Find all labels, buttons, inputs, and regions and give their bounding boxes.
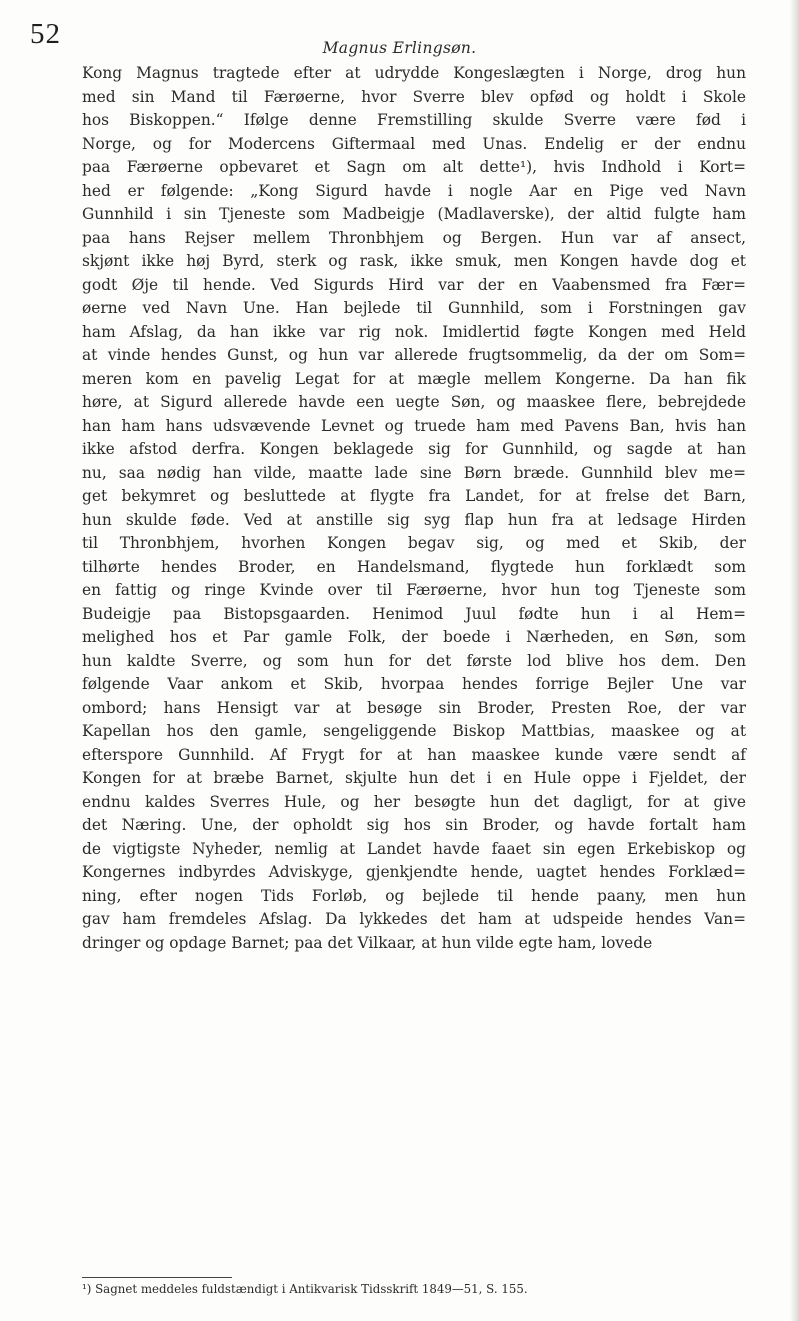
text-line: Kongernes indbyrdes Adviskyge, gjenkjendte hende, uagtet hendes Forklæd= (82, 863, 746, 881)
text-line: meren kom en pavelig Legat for at mægle mellem Kongerne. Da han fik (82, 369, 746, 388)
text-line: paa Færøerne opbevaret et Sagn om alt dette¹), hvis Indhold i Kort= (82, 158, 746, 176)
text-line: skjønt ikke høj Byrd, sterk og rask, ikke smuk, men Kongen havde dog et (82, 252, 746, 270)
page-number: 52 (30, 18, 61, 50)
text-line: gav ham fremdeles Afslag. Da lykkedes det ham at udspeide hendes Van= (82, 910, 746, 928)
text-line: at vinde hendes Gunst, og hun var allerede frugtsommelig, da der om Som= (82, 346, 746, 364)
text-line: nu, saa nødig han vilde, maatte lade sine Børn bræde. Gunnhild blev me= (82, 463, 746, 482)
text-line: melighed hos et Par gamle Folk, der boede i Nærheden, en Søn, som (82, 628, 746, 646)
text-line: godt Øje til hende. Ved Sigurds Hird var der en Vaabensmed fra Fær= (82, 275, 746, 294)
text-line: ikke afstod derfra. Kongen beklagede sig for Gunnhild, og sagde at han (82, 440, 746, 458)
footnote-rule (82, 1277, 232, 1278)
text-line: dringer og opdage Barnet; paa det Vilkaar, at hun vilde egte ham, lovede (82, 933, 653, 952)
text-line: hed er følgende: „Kong Sigurd havde i nogle Aar en Pige ved Navn (82, 181, 746, 200)
running-head: Magnus Erlingsøn. (322, 39, 477, 57)
text-line: get bekymret og besluttede at flygte fra Landet, for at frelse det Barn, (82, 487, 746, 505)
text-line: øerne ved Navn Une. Han bejlede til Gunnhild, som i Forstningen gav (82, 299, 746, 317)
text-line: paa hans Rejser mellem Thronbhjem og Bergen. Hun var af ansect, (82, 228, 746, 247)
text-line: følgende Vaar ankom et Skib, hvorpaa hendes forrige Bejler Une var (82, 675, 746, 693)
text-line: tilhørte hendes Broder, en Handelsmand, flygtede hun forklædt som (82, 557, 746, 576)
text-line: ham Afslag, da han ikke var rig nok. Imidlertid føgte Kongen med Held (82, 322, 746, 341)
page-edge-shadow (790, 0, 799, 1321)
text-line: han ham hans udsvævende Levnet og truede ham med Pavens Ban, hvis han (82, 416, 746, 435)
text-line: hun kaldte Sverre, og som hun for det første lod blive hos dem. Den (82, 651, 746, 670)
text-line: Kapellan hos den gamle, sengeliggende Biskop Mattbias, maaskee og at (82, 722, 746, 740)
text-line: ombord; hans Hensigt var at besøge sin Broder, Presten Roe, der var (82, 698, 746, 717)
text-line: Kongen for at bræbe Barnet, skjulte hun det i en Hule oppe i Fjeldet, der (82, 769, 746, 787)
text-line: til Thronbhjem, hvorhen Kongen begav sig, og med et Skib, der (82, 534, 746, 552)
text-line: hun skulde føde. Ved at anstille sig syg flap hun fra at ledsage Hirden (82, 510, 746, 529)
text-line: efterspore Gunnhild. Af Frygt for at han maaskee kunde være sendt af (82, 745, 746, 764)
text-line: Budeigje paa Bistopsgaarden. Henimod Juul fødte hun i al Hem= (82, 604, 746, 623)
text-line: det Næring. Une, der opholdt sig hos sin Broder, og havde fortalt ham (82, 816, 746, 834)
text-line: høre, at Sigurd allerede havde een uegte Søn, og maaskee flere, bebrejdede (82, 393, 746, 411)
text-line: Kong Magnus tragtede efter at udrydde Kongeslægten i Norge, drog hun (82, 64, 746, 82)
footnote: ¹) Sagnet meddeles fuldstændigt i Antikvarisk Tidsskrift 1849—51, S. 155. (82, 1282, 528, 1296)
text-line: hos Biskoppen.“ Ifølge denne Fremstilling skulde Sverre være fød i (82, 111, 746, 129)
text-line: ning, efter nogen Tids Forløb, og bejlede til hende paany, men hun (82, 886, 746, 905)
text-line: endnu kaldes Sverres Hule, og her besøgte hun det dagligt, for at give (82, 792, 746, 811)
text-line: Norge, og for Modercens Giftermaal med Unas. Endelig er der endnu (82, 134, 746, 153)
text-line: med sin Mand til Færøerne, hvor Sverre blev opfød og holdt i Skole (82, 87, 746, 106)
body-text (82, 62, 746, 955)
text-line: en fattig og ringe Kvinde over til Færøerne, hvor hun tog Tjeneste som (82, 581, 746, 599)
text-line: Gunnhild i sin Tjeneste som Madbeigje (Madlaverske), der altid fulgte ham (82, 205, 746, 223)
text-line: de vigtigste Nyheder, nemlig at Landet havde faaet sin egen Erkebiskop og (82, 839, 746, 858)
